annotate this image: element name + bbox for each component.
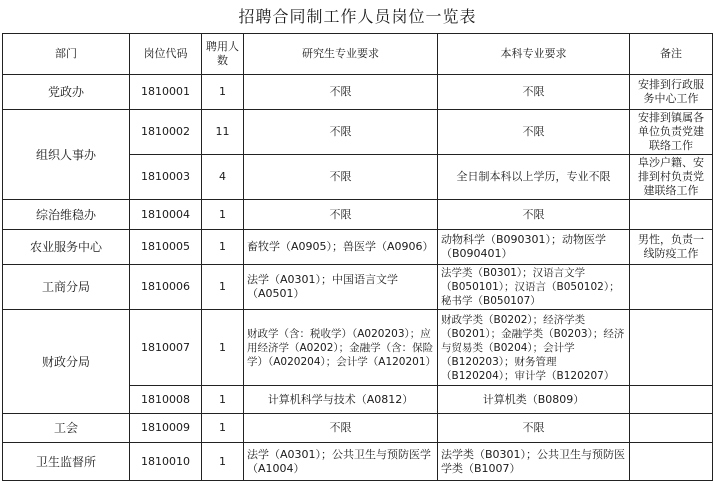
table-row xyxy=(3,265,713,310)
code-cell: 1810003 xyxy=(130,155,202,200)
grad-cell: 财政学（含：税收学）（A020203）；应用经济学（A0202）；金融学（含：保险学）（A020204）；会计学（A120201） xyxy=(244,310,438,386)
note-cell xyxy=(630,310,713,386)
dept-cell: 财政分局 xyxy=(3,310,130,414)
header-count: 聘用人数 xyxy=(202,34,244,75)
dept-cell: 卫生监督所 xyxy=(3,443,130,481)
grad-cell: 不限 xyxy=(244,414,438,443)
undergrad-cell: 法学类（B0301）；公共卫生与预防医学类（B1007） xyxy=(438,443,630,481)
code-cell: 1810001 xyxy=(130,75,202,110)
note-cell: 男性，负责一线防疫工作 xyxy=(630,230,713,265)
code-cell: 1810002 xyxy=(130,110,202,155)
count-cell: 1 xyxy=(202,75,244,110)
grad-cell: 畜牧学（A0905）；兽医学（A0906） xyxy=(244,230,438,265)
code-cell: 1810005 xyxy=(130,230,202,265)
undergrad-cell: 全日制本科以上学历，专业不限 xyxy=(438,155,630,200)
count-cell: 1 xyxy=(202,310,244,386)
positions-table xyxy=(2,33,713,481)
header-dept: 部门 xyxy=(3,34,130,75)
grad-cell: 计算机科学与技术（A0812） xyxy=(244,386,438,414)
count-cell: 1 xyxy=(202,386,244,414)
code-cell: 1810004 xyxy=(130,200,202,230)
count-cell: 11 xyxy=(202,110,244,155)
grad-cell: 不限 xyxy=(244,155,438,200)
dept-cell: 工商分局 xyxy=(3,265,130,310)
header-undergrad: 本科专业要求 xyxy=(438,34,630,75)
undergrad-cell: 动物科学（B090301）；动物医学（B090401） xyxy=(438,230,630,265)
count-cell: 1 xyxy=(202,414,244,443)
code-cell: 1810007 xyxy=(130,310,202,386)
note-cell xyxy=(630,200,713,230)
dept-cell: 工会 xyxy=(3,414,130,443)
code-cell: 1810006 xyxy=(130,265,202,310)
undergrad-cell: 财政学类（B0202）；经济学类（B0201）；金融学类（B0203）；经济与贸易类（B0204）；会计学（B120203）；财务管理（B120204）；审计学（B120207） xyxy=(438,310,630,386)
code-cell: 1810009 xyxy=(130,414,202,443)
header-grad: 研究生专业要求 xyxy=(244,34,438,75)
dept-cell: 农业服务中心 xyxy=(3,230,130,265)
code-cell: 1810010 xyxy=(130,443,202,481)
undergrad-cell: 计算机类（B0809） xyxy=(438,386,630,414)
table-row xyxy=(3,200,713,230)
grad-cell: 法学（A0301）；公共卫生与预防医学（A1004） xyxy=(244,443,438,481)
undergrad-cell: 不限 xyxy=(438,414,630,443)
note-cell xyxy=(630,265,713,310)
table-row xyxy=(3,110,713,155)
table-row xyxy=(3,443,713,481)
table-row xyxy=(3,414,713,443)
header-note: 备注 xyxy=(630,34,713,75)
note-cell xyxy=(630,414,713,443)
header-row xyxy=(3,34,713,75)
dept-cell: 党政办 xyxy=(3,75,130,110)
header-code: 岗位代码 xyxy=(130,34,202,75)
grad-cell: 不限 xyxy=(244,75,438,110)
undergrad-cell: 不限 xyxy=(438,75,630,110)
grad-cell: 不限 xyxy=(244,200,438,230)
undergrad-cell: 不限 xyxy=(438,110,630,155)
grad-cell: 不限 xyxy=(244,110,438,155)
count-cell: 1 xyxy=(202,200,244,230)
count-cell: 1 xyxy=(202,230,244,265)
note-cell: 阜沙户籍、安排到村负责党建联络工作 xyxy=(630,155,713,200)
table-row xyxy=(3,230,713,265)
undergrad-cell: 法学类（B0301）；汉语言文学（B050101）；汉语言（B050102）；秘书学（B050107） xyxy=(438,265,630,310)
dept-cell: 组织人事办 xyxy=(3,110,130,200)
note-cell xyxy=(630,443,713,481)
table-row xyxy=(3,75,713,110)
page-title: 招聘合同制工作人员岗位一览表 xyxy=(238,7,477,26)
code-cell: 1810008 xyxy=(130,386,202,414)
count-cell: 4 xyxy=(202,155,244,200)
table-row xyxy=(3,310,713,386)
count-cell: 1 xyxy=(202,265,244,310)
dept-cell: 综治维稳办 xyxy=(3,200,130,230)
grad-cell: 法学（A0301）；中国语言文学（A0501） xyxy=(244,265,438,310)
undergrad-cell: 不限 xyxy=(438,200,630,230)
note-cell: 安排到镇属各单位负责党建联络工作 xyxy=(630,110,713,155)
count-cell: 1 xyxy=(202,443,244,481)
note-cell xyxy=(630,386,713,414)
note-cell: 安排到行政服务中心工作 xyxy=(630,75,713,110)
